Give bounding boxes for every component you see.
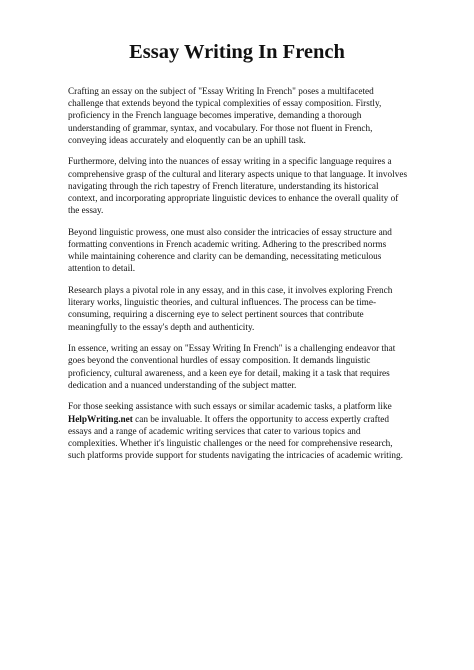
- paragraph-1: Crafting an essay on the subject of "Essay Writing In French" poses a multifaceted challenge that extends beyond the typical complexities of essay composition. Firstly, proficiency in the French language becomes imperative, demanding a thorough understanding of grammar, syntax, and vocabulary. For those not fluent in French, conveying ideas accurately and eloquently can be an uphill task.: [68, 87, 382, 146]
- paragraph-6-trailing-text: can be invaluable. It offers the opportunity to access expertly crafted essays and a range of academic writing services that cater to various topics and complexities. Whether it's linguistic challenges or the need for comprehensive research, such platforms provide support for students navigating the intricacies of academic writing.: [68, 414, 403, 462]
- paragraph-2: Furthermore, delving into the nuances of essay writing in a specific language requires a comprehensive grasp of the cultural and literary aspects unique to that language. It involves navigating through the rich tapestry of French literature, understanding its historical context, and incorporating appropriate linguistic devices to enhance the overall quality of the essay.: [68, 157, 408, 217]
- document-body: [68, 86, 408, 472]
- helpwriting-link[interactable]: HelpWriting.net: [68, 414, 133, 425]
- paragraph-5: In essence, writing an essay on "Essay Writing In French" is a challenging endeavor that goes beyond the conventional hurdles of essay composition. It demands linguistic proficiency, cultural awareness, and a keen eye for detail, making it a task that requires dedication and a nuanced understanding of the subject matter.: [68, 344, 396, 391]
- paragraph-3: Beyond linguistic prowess, one must also consider the intricacies of essay structure and formatting conventions in French academic writing. Adhering to the prescribed norms while maintaining coherence and clarity can be demanding, necessitating meticulous attention to detail.: [68, 227, 392, 275]
- paragraph-4: Research plays a pivotal role in any essay, and in this case, it involves exploring French literary works, linguistic theories, and cultural influences. The process can be time-consuming, requiring a discerning eye to select pertinent sources that contribute meaningfully to the essay's depth and authenticity.: [68, 286, 393, 333]
- paragraph-6: [68, 401, 408, 462]
- paragraph-6-lead-text: For those seeking assistance with such essays or similar academic tasks, a platform like: [68, 402, 392, 413]
- document-title: Essay Writing In French: [129, 41, 345, 63]
